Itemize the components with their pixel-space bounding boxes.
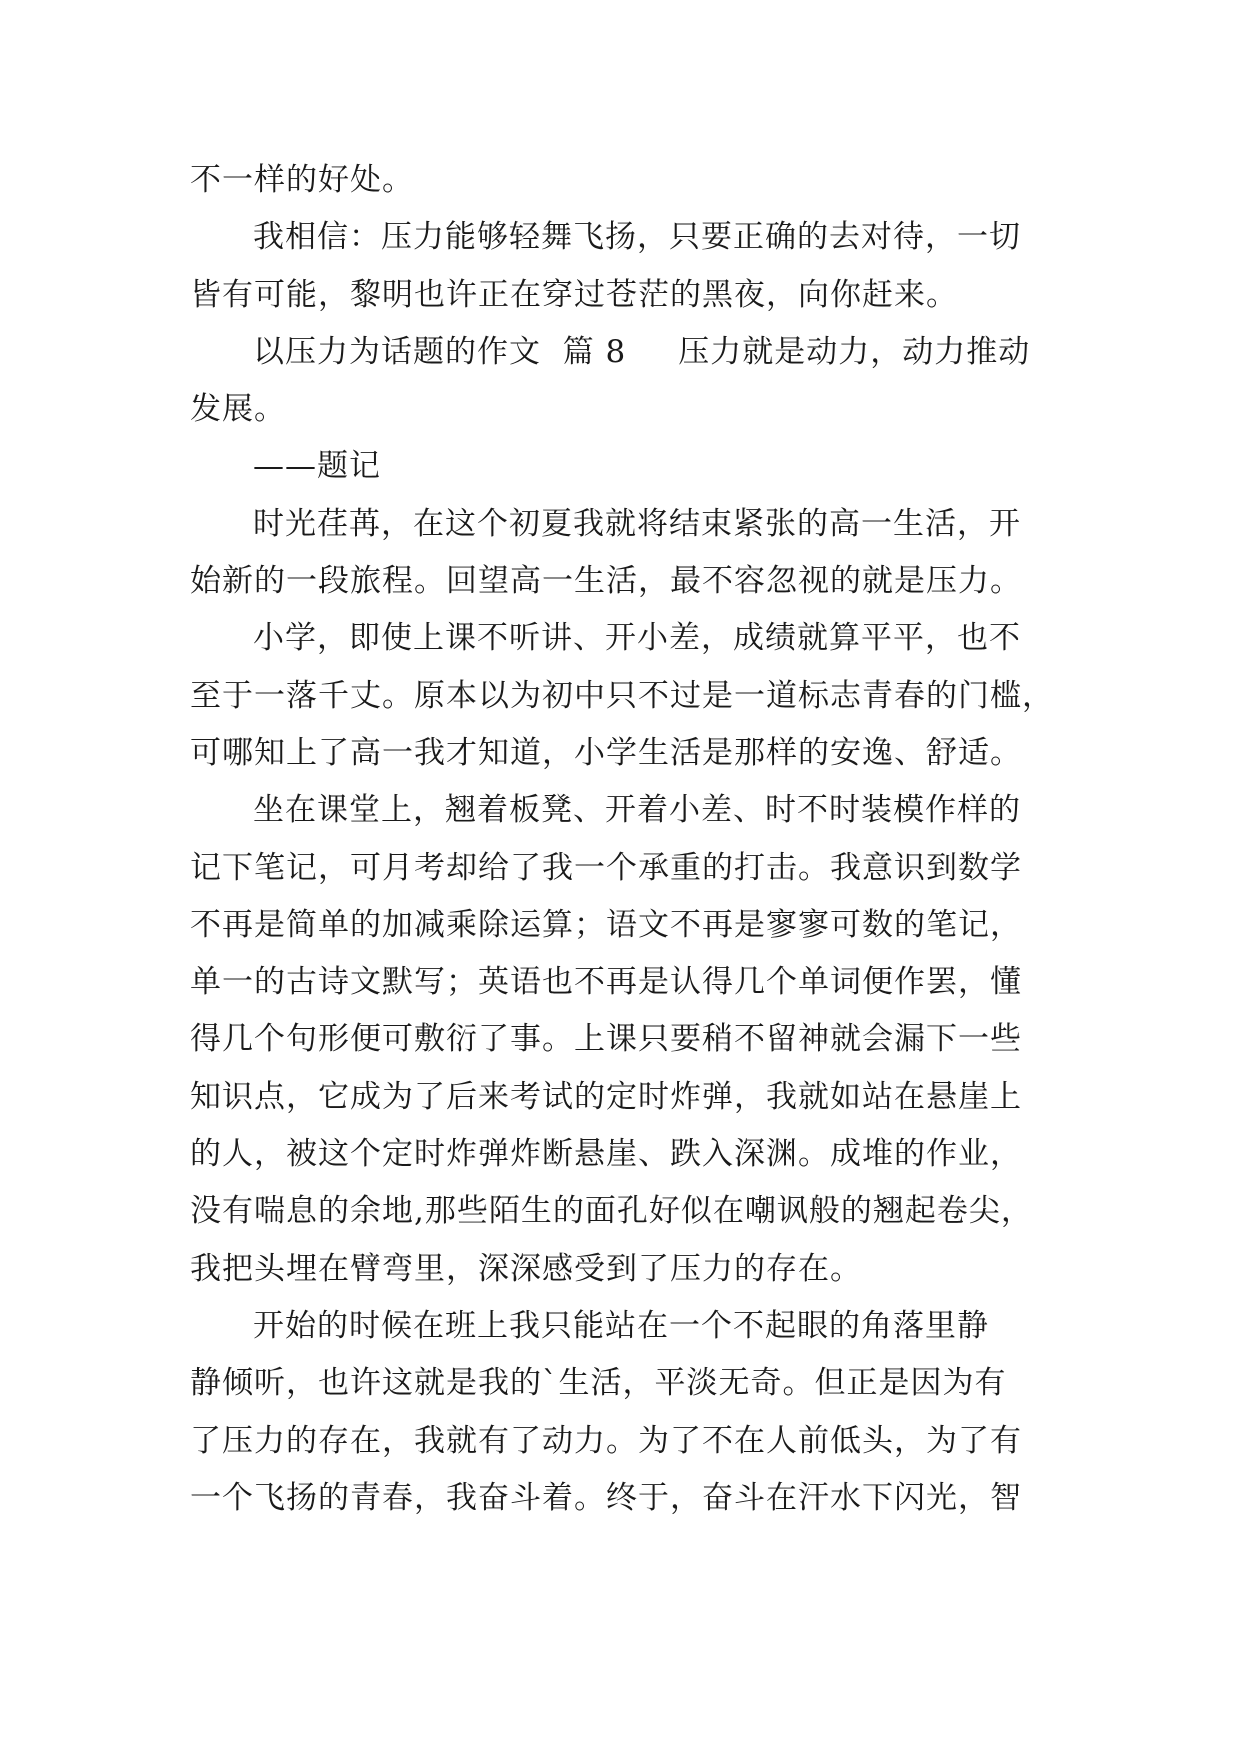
text-line: 不一样的好处。 [190,162,414,198]
text-line: 静倾听，也许这就是我的`生活，平淡无奇。但正是因为有 [190,1365,1007,1402]
text-line: 知识点，它成为了后来考试的定时炸弹，我就如站在悬崖上 [190,1078,1022,1115]
section-heading-line [190,324,1070,381]
text-line: 我相信：压力能够轻舞飞扬，只要正确的去对待，一切 [253,219,1021,256]
text-line: 没有喘息的余地,那些陌生的面孔好似在嘲讽般的翘起卷尖， [190,1193,1033,1230]
text-line: 不再是简单的加减乘除运算；语文不再是寥寥可数的笔记， [190,906,1022,943]
text-line: 发展。 [190,391,286,428]
text-line: 小学，即使上课不听讲、开小差，成绩就算平平，也不 [253,620,1021,657]
section-heading: 以压力为话题的作文 篇 8 [253,333,627,370]
text-line: 记下笔记，可月考却给了我一个承重的打击。我意识到数学 [190,849,1022,886]
text-line: 的人，被这个定时炸弹炸断悬崖、跌入深渊。成堆的作业， [190,1136,1022,1173]
text-line: 单一的古诗文默写；英语也不再是认得几个单词便作罢，懂 [190,964,1022,1001]
text-line: 至于一落千丈。原本以为初中只不过是一道标志青春的门槛， [190,677,1054,714]
section-opening-text: 压力就是动力，动力推动 [678,333,1031,370]
text-line: 我把头埋在臂弯里，深深感受到了压力的存在。 [190,1250,862,1287]
text-line: 一个飞扬的青春，我奋斗着。终于，奋斗在汗水下闪光，智 [190,1479,1022,1516]
epigraph-attribution: ——题记 [253,448,381,485]
text-line: 坐在课堂上，翘着板凳、开着小差、时不时装模作样的 [253,792,1021,829]
text-line: 了压力的存在，我就有了动力。为了不在人前低头，为了有 [190,1422,1022,1459]
text-line: 开始的时候在班上我只能站在一个不起眼的角落里静 [253,1307,989,1344]
text-line: 得几个句形便可敷衍了事。上课只要稍不留神就会漏下一些 [190,1021,1022,1058]
text-line: 可哪知上了高一我才知道，小学生活是那样的安逸、舒适。 [190,734,1022,771]
text-line: 时光荏苒，在这个初夏我就将结束紧张的高一生活，开 [253,505,1021,542]
document-body [190,152,1070,1527]
text-line: 始新的一段旅程。回望高一生活，最不容忽视的就是压力。 [190,563,1022,600]
text-line: 皆有可能，黎明也许正在穿过苍茫的黑夜，向你赶来。 [190,276,958,313]
